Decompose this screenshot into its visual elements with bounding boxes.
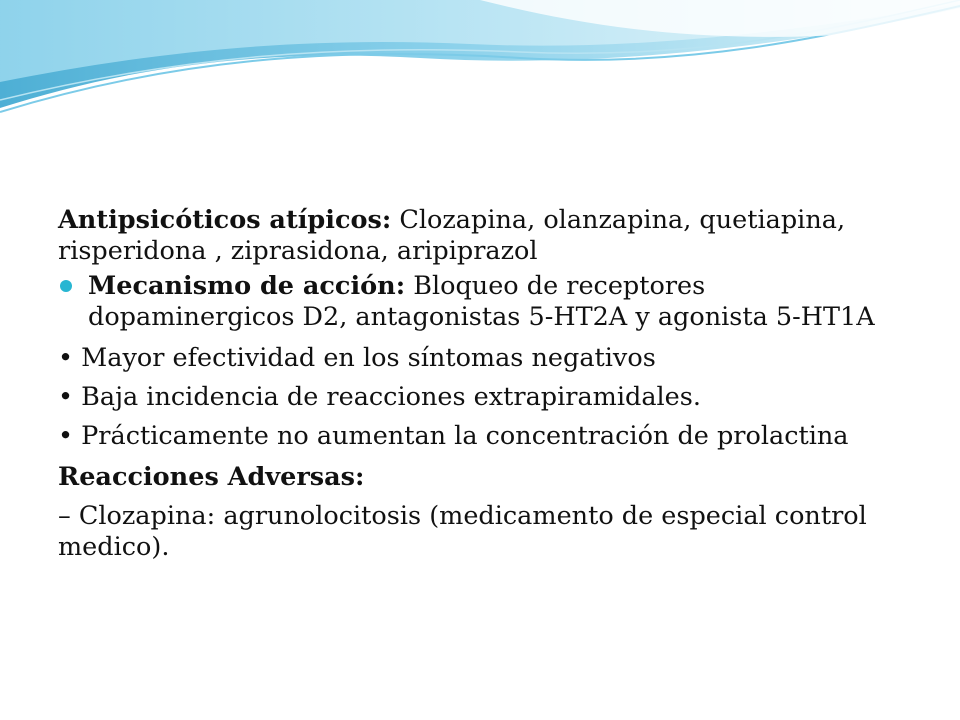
adverse-text: – Clozapina: agrunolocitosis (medicamento de especial control medico).: [58, 501, 867, 562]
mechanism-paragraph: [88, 271, 918, 333]
slide-content: [58, 205, 918, 563]
point-extrapyramidal: • Baja incidencia de reacciones extrapiramidales.: [58, 382, 701, 412]
point-prolactin: • Prácticamente no aumentan la concentración de prolactina: [58, 421, 849, 451]
adverse-heading: Reacciones Adversas:: [58, 462, 365, 492]
intro-paragraph: [58, 205, 918, 267]
intro-text: Clozapina, olanzapina, quetiapina, risperidona , ziprasidona, aripiprazol: [58, 205, 846, 266]
intro-heading: Antipsicóticos atípicos:: [58, 205, 392, 235]
mechanism-text: Bloqueo de receptores dopaminergicos D2, antagonistas 5-HT2A y agonista 5-HT1A: [88, 271, 875, 332]
mechanism-heading: Mecanismo de acción:: [88, 271, 406, 301]
point-effectiveness: • Mayor efectividad en los síntomas negativos: [58, 343, 656, 373]
bullet-dot-icon: [60, 280, 72, 292]
mechanism-bullet: [58, 271, 918, 333]
header-wave-decoration: [0, 0, 960, 140]
